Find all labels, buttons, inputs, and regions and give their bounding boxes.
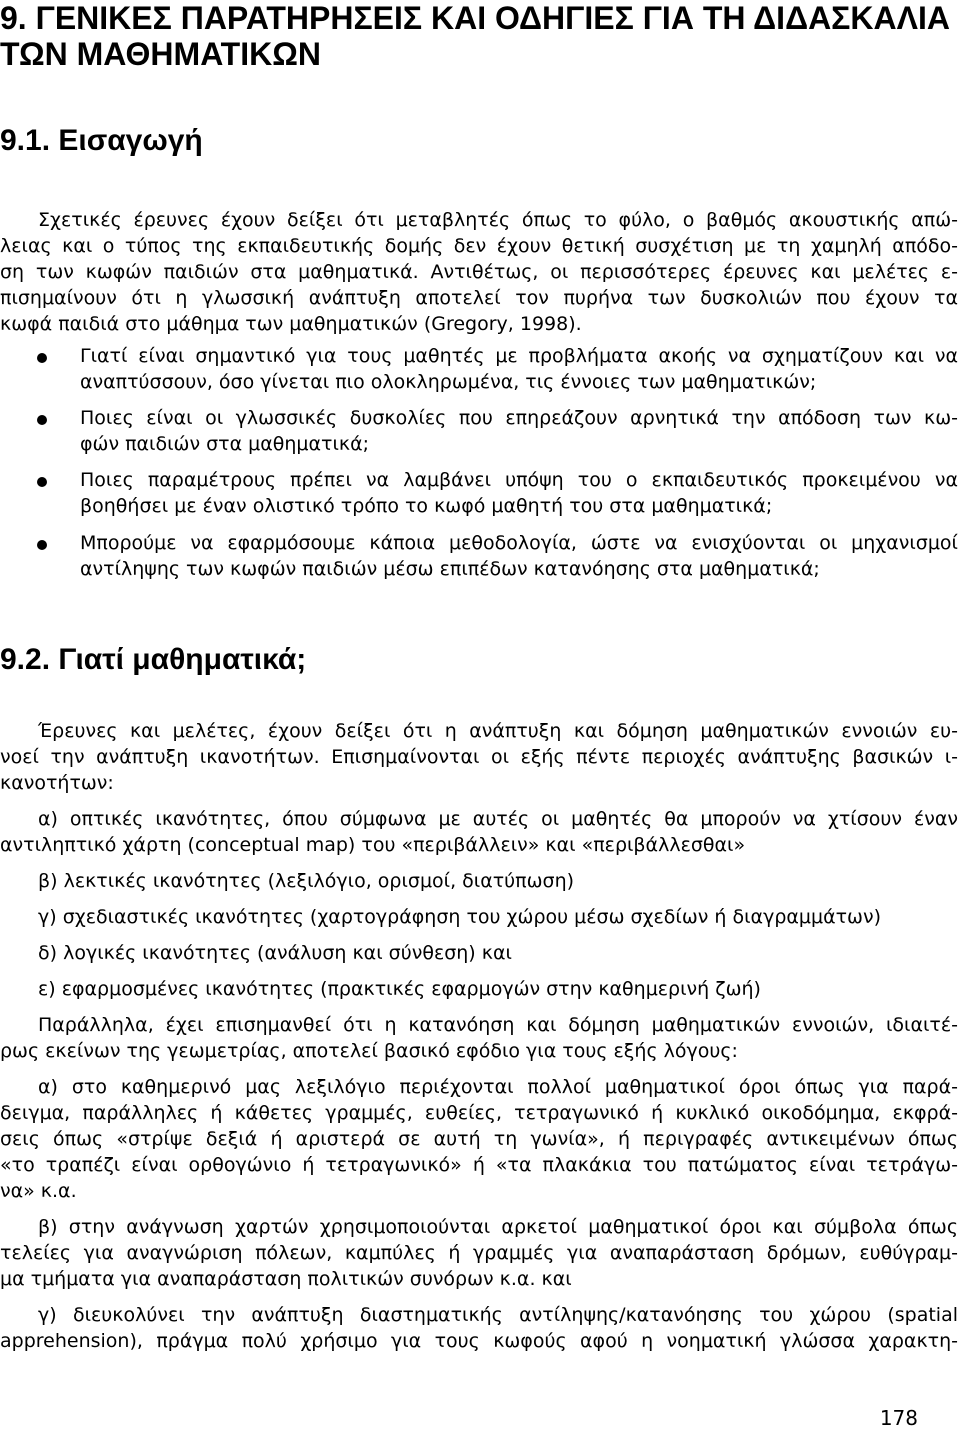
bullet-4-line-1: Μπορούμε να εφαρμόσουμε κάποια μεθοδολογία, ώστε να ενισχύονται οι μηχανισμοί (80, 532, 958, 554)
intro-line-4: πισημαίνουν ότι η γλωσσική ανάπτυξη αποτελεί τον πυρήνα των δυσκολιών που έχουν τα (0, 287, 958, 309)
reason-b-line-3: μα τμήματα για αναπαράσταση πολιτικών συνόρων κ.α. και (0, 1268, 572, 1290)
reason-a-line-5: να» κ.α. (0, 1180, 77, 1202)
reason-b-line-1: β) στην ανάγνωση χαρτών χρησιμοποιούνται αρκετοί μαθηματικοί όροι και σύμβολα όπως (38, 1216, 958, 1238)
intro-line-2: λειας και ο τύπος της εκπαιδευτικής δομής δεν έχουν θετική συσχέτιση με τη χαμηλή απόδο- (0, 235, 958, 257)
skill-a-line-2: αντιληπτικό χάρτη (conceptual map) του «περιβάλλειν» και «περιβάλλεσθαι» (0, 834, 746, 856)
reason-b-line-2: τελείες για αναγνώριση πόλεων, καμπύλες ή γραμμές για αναπαράσταση δρόμων, ευθύγραμ- (0, 1242, 958, 1264)
intro-line-5: κωφά παιδιά στο μάθημα των μαθηματικών (Gregory, 1998). (0, 313, 582, 335)
p1-line-3: κανοτήτων: (0, 772, 114, 794)
bullet-2-line-1: Ποιες είναι οι γλωσσικές δυσκολίες που επηρεάζουν αρνητικά την απόδοση των κω- (80, 407, 958, 429)
reason-a-line-1: α) στο καθημερινό μας λεξιλόγιο περιέχονται πολλοί μαθηματικοί όροι όπως για παρά- (38, 1076, 958, 1098)
bullet-1-line-2: αναπτύσσουν, όσο γίνεται πιο ολοκληρωμένα, τις έννοιες των μαθηματικών; (80, 371, 817, 393)
bullet-3-line-1: Ποιες παραμέτρους πρέπει να λαμβάνει υπόψη του ο εκπαιδευτικός προκειμένου να (80, 469, 958, 491)
p1-line-1: Έρευνες και μελέτες, έχουν δείξει ότι η ανάπτυξη και δόμηση μαθηματικών εννοιών ευ- (38, 720, 958, 742)
bullet-marker (37, 477, 47, 487)
intro-line-1: Σχετικές έρευνες έχουν δείξει ότι μεταβλητές όπως το φύλο, ο βαθμός ακουστικής απώ- (38, 209, 958, 231)
chapter-title-line-1: 9. ΓΕΝΙΚΕΣ ΠΑΡΑΤΗΡΗΣΕΙΣ ΚΑΙ ΟΔΗΓΙΕΣ ΓΙΑ ΤΗ ΔΙΔΑΣΚΑΛΙΑ (0, 0, 950, 36)
reason-c-line-1: γ) διευκολύνει την ανάπτυξη διαστηματικής αντίληψης/κατανόησης του χώρου (spatial (38, 1304, 958, 1326)
section-heading-intro: 9.1. Εισαγωγή (0, 124, 203, 157)
skill-d: δ) λογικές ικανότητες (ανάλυση και σύνθεση) και (38, 942, 512, 964)
section-heading-why-math: 9.2. Γιατί μαθηματικά; (0, 643, 307, 676)
page-number: 178 (879, 1406, 918, 1430)
skill-e: ε) εφαρμοσμένες ικανότητες (πρακτικές εφαρμογών στην καθημερινή ζωή) (38, 978, 761, 1000)
bullet-marker (37, 540, 47, 550)
bullet-4-line-2: αντίληψης των κωφών παιδιών μέσω επιπέδων κατανόησης στα μαθηματικά; (80, 558, 820, 580)
skill-a-line-1: α) οπτικές ικανότητες, όπου σύμφωνα με αυτές οι μαθητές θα μπορούν να χτίσουν έναν (38, 808, 958, 830)
bullet-marker (37, 415, 47, 425)
reason-c-line-2: apprehension), πράγμα πολύ χρήσιμο για τους κωφούς αφού η νοηματική γλώσσα χαρακτη- (0, 1330, 958, 1352)
chapter-title-line-2: ΤΩΝ ΜΑΘΗΜΑΤΙΚΩΝ (0, 36, 321, 72)
p1-line-2: νοεί την ανάπτυξη ικανοτήτων. Επισημαίνονται οι εξής πέντε περιοχές ανάπτυξης βασικών ι- (0, 746, 958, 768)
bullet-2-line-2: φών παιδιών στα μαθηματικά; (80, 433, 370, 455)
p2-line-2: ρως εκείνων της γεωμετρίας, αποτελεί βασικό εφόδιο για τους εξής λόγους: (0, 1040, 738, 1062)
p2-line-1: Παράλληλα, έχει επισημανθεί ότι η κατανόηση και δόμηση μαθηματικών εννοιών, ιδιαιτέ- (38, 1014, 958, 1036)
reason-a-line-4: «το τραπέζι είναι ορθογώνιο ή τετραγωνικό» ή «τα πλακάκια του πατώματος είναι τετράγω- (0, 1154, 958, 1176)
intro-line-3: ση των κωφών παιδιών στα μαθηματικά. Αντιθέτως, οι περισσότερες έρευνες και μελέτες ε- (0, 261, 958, 283)
bullet-3-line-2: βοηθήσει με έναν ολιστικό τρόπο το κωφό μαθητή του στα μαθηματικά; (80, 495, 773, 517)
skill-c: γ) σχεδιαστικές ικανότητες (χαρτογράφηση του χώρου μέσω σχεδίων ή διαγραμμάτων) (38, 906, 881, 928)
skill-b: β) λεκτικές ικανότητες (λεξιλόγιο, ορισμοί, διατύπωση) (38, 870, 575, 892)
reason-a-line-3: σεις όπως «στρίψε δεξιά ή αριστερά σε αυτή τη γωνία», ή περιγραφές αντικειμένων όπως (0, 1128, 958, 1150)
bullet-1-line-1: Γιατί είναι σημαντικό για τους μαθητές με προβλήματα ακοής να σχηματίζουν και να (80, 345, 958, 367)
bullet-marker (37, 353, 47, 363)
reason-a-line-2: δειγμα, παράλληλες ή κάθετες γραμμές, ευθείες, τετραγωνικό ή κυκλικό οικοδόμημα, εκφρά- (0, 1102, 958, 1124)
